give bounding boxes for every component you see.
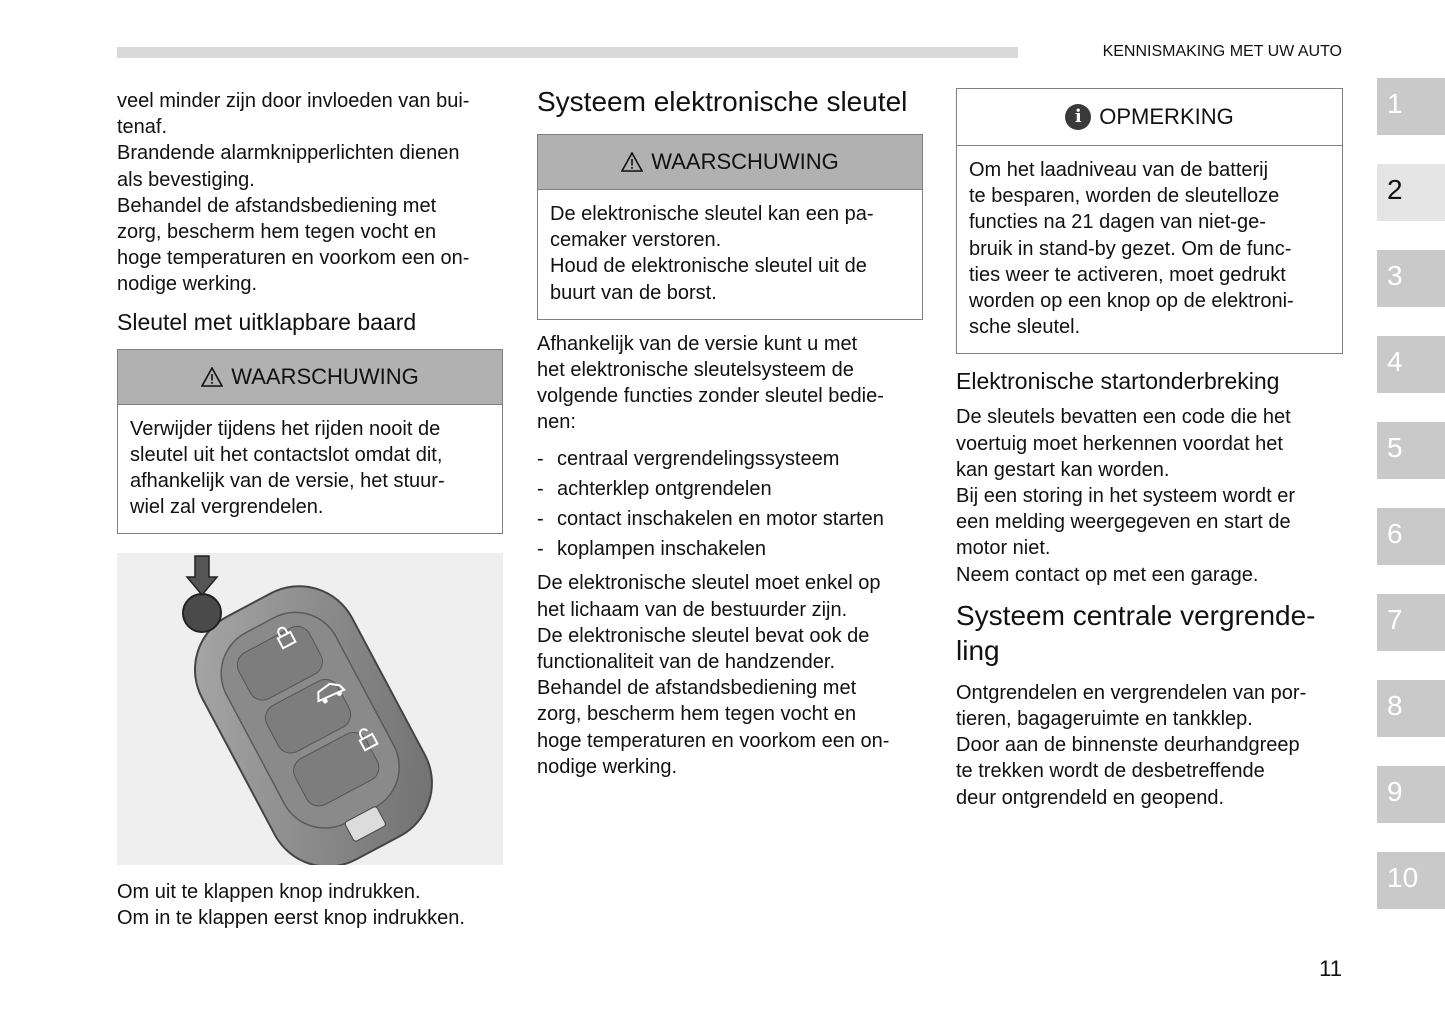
chapter-tab-6[interactable]: 6 bbox=[1377, 508, 1445, 565]
section-heading: Systeem elektronische sleutel bbox=[537, 86, 908, 117]
paragraph-line: het lichaam van de bestuurder zijn. bbox=[537, 598, 848, 621]
list-item: - centraal vergrendelingssysteem bbox=[537, 446, 923, 472]
note-label: OPMERKING bbox=[1099, 103, 1234, 129]
caption-line: Om uit te klappen knop indrukken. bbox=[117, 881, 421, 903]
warning-line: Verwijder tijdens het rijden nooit de bbox=[130, 417, 441, 440]
info-icon: i bbox=[1065, 104, 1091, 130]
paragraph-line: Ontgrendelen en vergrendelen van por- bbox=[956, 681, 1307, 704]
paragraph-line: veel minder zijn door invloeden van bui- bbox=[117, 90, 470, 112]
paragraph-line: zorg, bescherm hem tegen vocht en bbox=[117, 221, 437, 244]
paragraph-line: voertuig moet herkennen voordat het bbox=[956, 432, 1283, 455]
warning-label: WAARSCHUWING bbox=[651, 148, 839, 174]
paragraph-line: Behandel de afstandsbediening met bbox=[537, 677, 857, 700]
note-line: te besparen, worden de sleutelloze bbox=[969, 185, 1280, 208]
section-heading bbox=[956, 598, 1343, 668]
paragraph-line: kan gestart kan worden. bbox=[956, 458, 1170, 481]
paragraph-line: als bevestiging. bbox=[117, 168, 255, 191]
warning-label: WAARSCHUWING bbox=[231, 363, 419, 389]
paragraph-line: Brandende alarmknipperlichten dienen bbox=[117, 142, 460, 165]
warning-body bbox=[538, 190, 922, 319]
chapter-tab-4[interactable]: 4 bbox=[1377, 336, 1445, 393]
arrow-down-icon bbox=[187, 556, 217, 595]
chapter-title: KENNISMAKING MET UW AUTO bbox=[1102, 43, 1342, 60]
paragraph-line: functionaliteit van de handzender. bbox=[537, 651, 835, 674]
warning-line: sleutel uit het contactslot omdat dit, bbox=[130, 443, 443, 466]
note-line: functies na 21 dagen van niet-ge- bbox=[969, 211, 1266, 234]
paragraph-line: Neem contact op met een garage. bbox=[956, 563, 1259, 586]
paragraph-line: volgende functies zonder sleutel bedie- bbox=[537, 385, 884, 408]
warning-line: buurt van de borst. bbox=[550, 281, 717, 304]
warning-box bbox=[117, 349, 503, 535]
figure-caption bbox=[117, 879, 517, 931]
body-paragraph bbox=[537, 570, 923, 780]
note-header bbox=[957, 89, 1342, 146]
section-heading: Sleutel met uitklapbare baard bbox=[117, 308, 417, 335]
paragraph-line: tenaf. bbox=[117, 116, 168, 139]
key-fob-illustration bbox=[117, 553, 503, 865]
warning-line: wiel zal vergrendelen. bbox=[130, 496, 324, 519]
paragraph-line: een melding weergegeven en start de bbox=[956, 511, 1291, 534]
paragraph-line: nodige werking. bbox=[117, 273, 258, 296]
paragraph-line: te trekken wordt de desbetreffende bbox=[956, 760, 1265, 783]
list-item: - contact inschakelen en motor starten bbox=[537, 506, 923, 532]
section-heading: Elektronische startonderbreking bbox=[956, 368, 1280, 395]
column-2 bbox=[537, 84, 923, 780]
paragraph-line: zorg, bescherm hem tegen vocht en bbox=[537, 703, 857, 726]
note-line: worden op een knop op de elektroni- bbox=[969, 290, 1294, 313]
heading-line: Systeem centrale vergrende- bbox=[956, 599, 1316, 631]
column-3 bbox=[956, 88, 1343, 811]
warning-line: afhankelijk van de versie, het stuur- bbox=[130, 470, 445, 493]
chapter-tab-2[interactable]: 2 bbox=[1377, 164, 1445, 221]
paragraph-line: nodige werking. bbox=[537, 755, 678, 778]
chapter-tab-5[interactable]: 5 bbox=[1377, 422, 1445, 479]
paragraph-line: Afhankelijk van de versie kunt u met bbox=[537, 332, 858, 355]
warning-line: Houd de elektronische sleutel uit de bbox=[550, 255, 867, 278]
paragraph-line: Bij een storing in het systeem wordt er bbox=[956, 485, 1296, 508]
chapter-tab-7[interactable]: 7 bbox=[1377, 594, 1445, 651]
note-line: sche sleutel. bbox=[969, 316, 1081, 339]
column-1 bbox=[117, 88, 503, 534]
warning-header bbox=[118, 350, 502, 405]
paragraph-line: hoge temperaturen en voorkom een on- bbox=[117, 247, 470, 270]
paragraph-line: hoge temperaturen en voorkom een on- bbox=[537, 729, 890, 752]
chapter-tab-8[interactable]: 8 bbox=[1377, 680, 1445, 737]
list-item: - achterklep ontgrendelen bbox=[537, 476, 923, 502]
note-body bbox=[957, 146, 1342, 353]
paragraph-line: De elektronische sleutel moet enkel op bbox=[537, 572, 881, 595]
intro-paragraph bbox=[537, 331, 923, 436]
paragraph-line: De elektronische sleutel bevat ook de bbox=[537, 624, 870, 647]
chapter-tab-10[interactable]: 10 bbox=[1377, 852, 1445, 909]
list-item: - koplampen inschakelen bbox=[537, 536, 923, 562]
note-line: Om het laadniveau van de batterij bbox=[969, 159, 1269, 181]
heading-line: ling bbox=[956, 634, 1000, 666]
paragraph-line: nen: bbox=[537, 411, 576, 434]
paragraph-line: tieren, bagageruimte en tankklep. bbox=[956, 708, 1253, 731]
note-box bbox=[956, 88, 1343, 354]
paragraph-line: Door aan de binnenste deurhandgreep bbox=[956, 734, 1300, 757]
paragraph-line: het elektronische sleutelsysteem de bbox=[537, 359, 854, 382]
paragraph-line: deur ontgrendeld en geopend. bbox=[956, 786, 1225, 809]
warning-header bbox=[538, 135, 922, 190]
warning-triangle-icon bbox=[201, 367, 223, 387]
warning-body bbox=[118, 405, 502, 534]
caption-line: Om in te klappen eerst knop indrukken. bbox=[117, 907, 465, 930]
warning-line: De elektronische sleutel kan een pa- bbox=[550, 203, 874, 225]
chapter-tab-9[interactable]: 9 bbox=[1377, 766, 1445, 823]
paragraph-line: Behandel de afstandsbediening met bbox=[117, 194, 437, 217]
fold-button bbox=[183, 594, 221, 632]
warning-triangle-icon bbox=[621, 152, 643, 172]
warning-box bbox=[537, 134, 923, 320]
page-number: 11 bbox=[1319, 956, 1342, 981]
chapter-tab-3[interactable]: 3 bbox=[1377, 250, 1445, 307]
function-list bbox=[537, 446, 923, 563]
paragraph-line: De sleutels bevatten een code die het bbox=[956, 406, 1291, 429]
warning-line: cemaker verstoren. bbox=[550, 229, 722, 252]
chapter-tab-1[interactable]: 1 bbox=[1377, 78, 1445, 135]
note-line: bruik in stand-by gezet. Om de func- bbox=[969, 237, 1292, 260]
paragraph-line: motor niet. bbox=[956, 537, 1051, 560]
header-rule bbox=[117, 47, 1018, 58]
note-line: ties weer te activeren, moet gedrukt bbox=[969, 263, 1286, 286]
